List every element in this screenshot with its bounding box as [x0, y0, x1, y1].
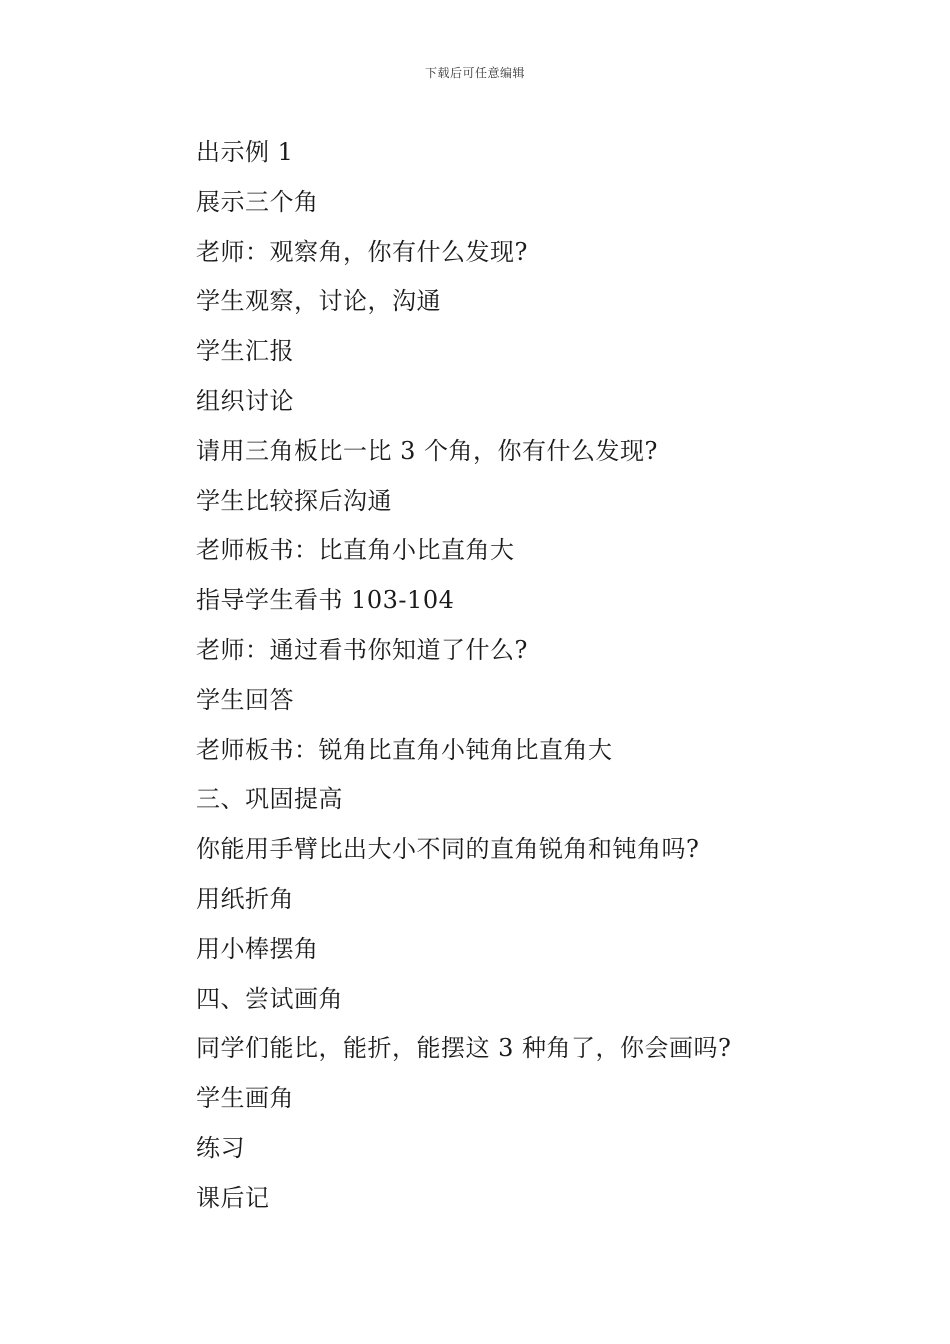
text-line: 组织讨论 [196, 386, 294, 415]
text-line: 课后记 [196, 1183, 270, 1212]
text-line: 学生汇报 [196, 337, 294, 366]
section-heading: 四、尝试画角 [196, 984, 343, 1013]
section-heading: 三、巩固提高 [196, 785, 343, 814]
text-line: 老师：通过看书你知道了什么? [196, 635, 528, 664]
text-line: 请用三角板比一比 3 个角，你有什么发现? [196, 436, 658, 465]
text-line: 指导学生看书 103-104 [196, 586, 455, 615]
text-line: 你能用手臂比出大小不同的直角锐角和钝角吗? [196, 835, 700, 864]
text-line: 练习 [196, 1133, 245, 1162]
text-line: 老师板书：比直角小比直角大 [196, 536, 515, 565]
page-header-note: 下载后可任意编辑 [424, 66, 525, 80]
text-line: 学生观察，讨论，沟通 [196, 287, 441, 316]
text-line: 学生比较探后沟通 [196, 486, 392, 515]
text-line: 学生回答 [196, 685, 294, 714]
text-line: 学生画角 [196, 1084, 294, 1113]
text-line: 同学们能比，能折，能摆这 3 种角了，你会画吗? [196, 1034, 732, 1063]
text-line: 用小棒摆角 [196, 934, 319, 963]
text-line: 展示三个角 [196, 187, 319, 216]
text-line: 老师：观察角，你有什么发现? [196, 237, 528, 266]
text-line: 出示例 1 [196, 138, 294, 166]
document-body [196, 128, 876, 1224]
text-line: 老师板书：锐角比直角小钝角比直角大 [196, 735, 613, 764]
text-line: 用纸折角 [196, 884, 294, 913]
